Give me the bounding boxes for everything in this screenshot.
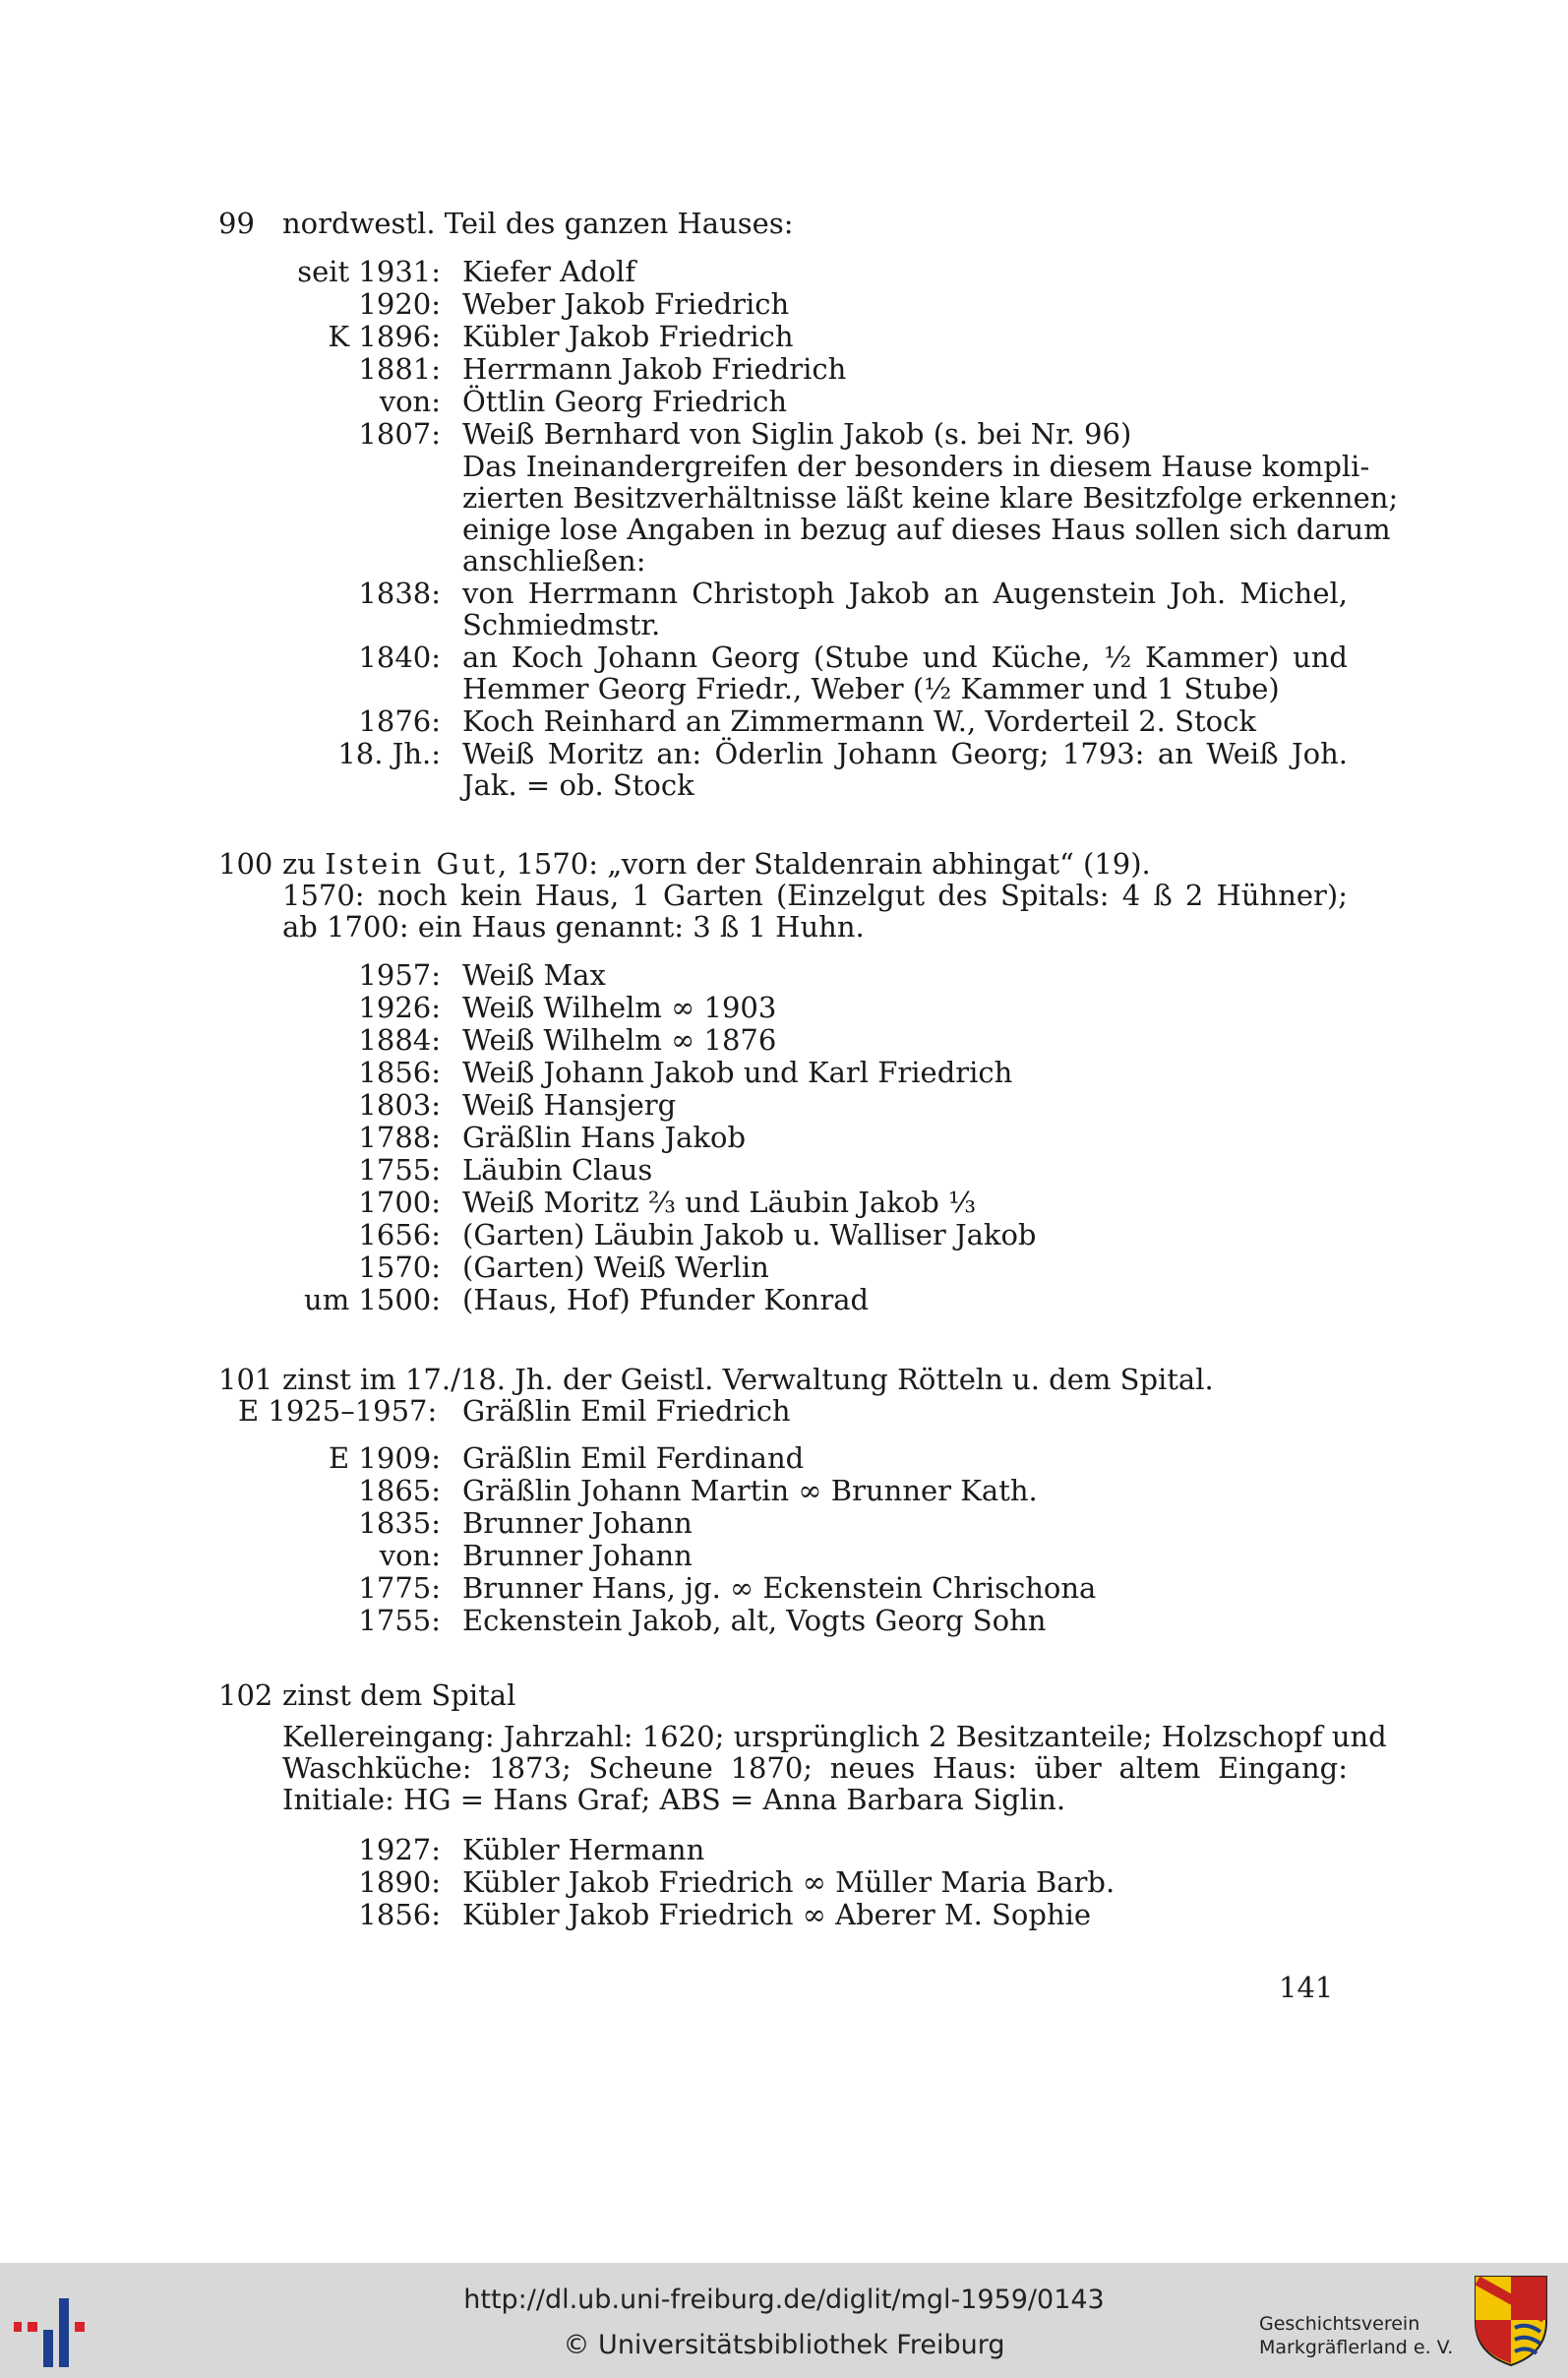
owner-date: 1920: xyxy=(358,287,441,321)
owner-name: Kübler Jakob Friedrich ∞ Aberer M. Sophie xyxy=(462,1898,1092,1931)
owner-name: Weiß Moritz ⅔ und Läubin Jakob ⅓ xyxy=(462,1186,977,1219)
owner-row xyxy=(0,1898,1568,1931)
note-text: Das Ineinandergreifen der besonders in diesem Hause kompli- xyxy=(462,450,1370,483)
note-line xyxy=(0,513,1568,546)
owner-date: 1957: xyxy=(358,958,441,992)
owner-name: von Herrmann Christoph Jakob an Augenstein Joh. Michel, xyxy=(462,577,1348,610)
entry-100-heading xyxy=(0,847,1568,881)
owner-row xyxy=(0,1394,1568,1428)
owner-date: 1755: xyxy=(358,1604,441,1637)
entry-heading: zinst dem Spital xyxy=(282,1678,516,1712)
owner-row xyxy=(0,958,1568,992)
owner-name: an Koch Johann Georg (Stube und Küche, ½ Kammer) und xyxy=(462,640,1348,674)
owner-date: 1890: xyxy=(358,1865,441,1899)
owner-name: Kiefer Adolf xyxy=(462,255,636,288)
note-line xyxy=(0,768,1568,802)
owner-date: 1865: xyxy=(358,1474,441,1507)
note-line xyxy=(0,1751,1568,1785)
owner-name: Gräßlin Johann Martin ∞ Brunner Kath. xyxy=(462,1474,1038,1507)
owner-row xyxy=(0,255,1568,288)
owner-row xyxy=(0,1506,1568,1540)
owner-date: E 1909: xyxy=(329,1441,441,1475)
owner-date: 1803: xyxy=(358,1088,441,1122)
owner-name: Brunner Hans, jg. ∞ Eckenstein Chrischona xyxy=(462,1571,1097,1605)
note-text: zierten Besitzverhältnisse läßt keine klare Besitzfolge erkennen; xyxy=(462,481,1399,515)
owner-row xyxy=(0,1283,1568,1316)
note-line xyxy=(0,544,1568,578)
owner-name: Läubin Claus xyxy=(462,1153,653,1187)
owner-name: Eckenstein Jakob, alt, Vogts Georg Sohn xyxy=(462,1604,1047,1637)
owner-date: seit 1931: xyxy=(297,255,441,288)
owner-row xyxy=(0,1539,1568,1572)
society-name-line2: Markgräflerland e. V. xyxy=(1259,2337,1454,2358)
heading-prefix: zu xyxy=(282,847,316,881)
owner-date: 1840: xyxy=(358,640,441,674)
society-name xyxy=(1259,2312,1453,2359)
note-line xyxy=(0,608,1568,641)
owner-row xyxy=(0,287,1568,321)
owner-date: 1926: xyxy=(358,991,441,1024)
owner-name: Weiß Max xyxy=(462,958,606,992)
owner-date: 1876: xyxy=(358,704,441,738)
owner-row xyxy=(0,1250,1568,1284)
note-line xyxy=(0,879,1568,912)
society-name-line1: Geschichtsverein xyxy=(1259,2313,1420,2335)
owner-name: (Haus, Hof) Pfunder Konrad xyxy=(462,1283,870,1316)
owner-date: 1656: xyxy=(358,1218,441,1251)
owner-date: 1788: xyxy=(358,1121,441,1154)
owner-row xyxy=(0,1833,1568,1866)
entry-number: 102 xyxy=(218,1678,273,1712)
owner-row xyxy=(0,1571,1568,1605)
owner-name: Weiß Hansjerg xyxy=(462,1088,677,1122)
entry-number: 99 xyxy=(218,207,255,240)
entry-heading: zinst im 17./18. Jh. der Geistl. Verwaltung Rötteln u. dem Spital. xyxy=(282,1363,1214,1396)
document-url[interactable]: http://dl.ub.uni-freiburg.de/diglit/mgl-1959/0143 xyxy=(463,2285,1105,2315)
owner-date: E 1925–1957: xyxy=(238,1394,438,1428)
owner-row xyxy=(0,1441,1568,1475)
owner-date: 1856: xyxy=(358,1898,441,1931)
owner-name: Weber Jakob Friedrich xyxy=(462,287,790,321)
note-text: Kellereingang: Jahrzahl: 1620; ursprünglich 2 Besitzanteile; Holzschopf und xyxy=(282,1720,1387,1753)
owner-name: Brunner Johann xyxy=(462,1506,693,1540)
note-line xyxy=(0,672,1568,705)
note-line xyxy=(0,450,1568,483)
owner-row xyxy=(0,1865,1568,1899)
owner-row xyxy=(0,417,1568,451)
owner-date: 1807: xyxy=(358,417,441,451)
owner-name: Brunner Johann xyxy=(462,1539,693,1572)
note-text: Jak. = ob. Stock xyxy=(462,768,694,802)
owner-date: 1700: xyxy=(358,1186,441,1219)
owner-row xyxy=(0,1121,1568,1154)
owner-name: Kübler Jakob Friedrich xyxy=(462,320,794,353)
entry-number: 101 xyxy=(218,1363,273,1396)
owner-date: 1838: xyxy=(358,577,441,610)
owner-row xyxy=(0,320,1568,353)
owner-date: 1755: xyxy=(358,1153,441,1187)
owner-row xyxy=(0,1023,1568,1057)
owner-name: Weiß Wilhelm ∞ 1876 xyxy=(462,1023,777,1057)
owner-date: 1884: xyxy=(358,1023,441,1057)
note-line xyxy=(0,1783,1568,1816)
coat-of-arms-icon xyxy=(1472,2273,1550,2367)
page-number: 141 xyxy=(1279,1971,1334,2004)
owner-row xyxy=(0,704,1568,738)
note-text: ab 1700: ein Haus genannt: 3 ß 1 Huhn. xyxy=(282,910,865,944)
note-text: anschließen: xyxy=(462,544,646,578)
note-text: Hemmer Georg Friedr., Weber (½ Kammer und 1 Stube) xyxy=(462,672,1280,705)
owner-date: 1927: xyxy=(358,1833,441,1866)
owner-date: von: xyxy=(379,385,441,418)
owner-row xyxy=(0,1088,1568,1122)
note-text: Initiale: HG = Hans Graf; ABS = Anna Barbara Siglin. xyxy=(282,1783,1066,1816)
owner-date: 1881: xyxy=(358,352,441,386)
note-text: einige lose Angaben in bezug auf dieses Haus sollen sich darum xyxy=(462,513,1391,546)
owner-row xyxy=(0,1186,1568,1219)
owner-row xyxy=(0,1056,1568,1089)
note-text: 1570: noch kein Haus, 1 Garten (Einzelgut des Spitals: 4 ß 2 Hühner); xyxy=(282,879,1348,912)
owner-name: Gräßlin Hans Jakob xyxy=(462,1121,747,1154)
owner-row xyxy=(0,1604,1568,1637)
owner-row xyxy=(0,385,1568,418)
owner-date: 1835: xyxy=(358,1506,441,1540)
heading-place: Istein Gut xyxy=(325,847,499,881)
owner-date: 1570: xyxy=(358,1250,441,1284)
owner-name: (Garten) Weiß Werlin xyxy=(462,1250,769,1284)
owner-date: 1775: xyxy=(358,1571,441,1605)
owner-name: Herrmann Jakob Friedrich xyxy=(462,352,847,386)
owner-name: Weiß Bernhard von Siglin Jakob (s. bei Nr. 96) xyxy=(462,417,1132,451)
owner-name: Weiß Johann Jakob und Karl Friedrich xyxy=(462,1056,1013,1089)
note-line xyxy=(0,481,1568,515)
owner-name: Öttlin Georg Friedrich xyxy=(462,385,788,418)
owner-name: Weiß Moritz an: Öderlin Johann Georg; 1793: an Weiß Joh. xyxy=(462,737,1348,770)
owner-name: Kübler Jakob Friedrich ∞ Müller Maria Barb. xyxy=(462,1865,1116,1899)
owner-row xyxy=(0,1474,1568,1507)
owner-row xyxy=(0,1218,1568,1251)
note-text: Waschküche: 1873; Scheune 1870; neues Haus: über altem Eingang: xyxy=(282,1751,1348,1785)
owner-date: von: xyxy=(379,1539,441,1572)
entry-101-heading xyxy=(0,1363,1568,1396)
owner-date: um 1500: xyxy=(304,1283,441,1316)
owner-name: Gräßlin Emil Friedrich xyxy=(462,1394,791,1428)
footer-bar xyxy=(0,2263,1568,2378)
entry-102-heading xyxy=(0,1678,1568,1712)
entry-heading xyxy=(282,847,1151,881)
owner-name: Gräßlin Emil Ferdinand xyxy=(462,1441,805,1475)
note-line xyxy=(0,910,1568,944)
entry-number: 100 xyxy=(218,847,273,881)
owner-name: Kübler Hermann xyxy=(462,1833,705,1866)
entry-99-heading xyxy=(0,207,1568,240)
owner-row xyxy=(0,991,1568,1024)
copyright-notice: © Universitätsbibliothek Freiburg xyxy=(563,2330,1005,2360)
owner-name: Koch Reinhard an Zimmermann W., Vorderteil 2. Stock xyxy=(462,704,1256,738)
note-line xyxy=(0,1720,1568,1753)
entry-heading: nordwestl. Teil des ganzen Hauses: xyxy=(282,207,794,240)
owner-row xyxy=(0,1153,1568,1187)
owner-date: 18. Jh.: xyxy=(337,737,441,770)
owner-row xyxy=(0,640,1568,674)
note-text: Schmiedmstr. xyxy=(462,608,661,641)
owner-date: 1856: xyxy=(358,1056,441,1089)
owner-row xyxy=(0,737,1568,770)
owner-name: Weiß Wilhelm ∞ 1903 xyxy=(462,991,777,1024)
owner-date: K 1896: xyxy=(328,320,441,353)
owner-row xyxy=(0,577,1568,610)
heading-rest: , 1570: „vorn der Staldenrain abhingat“ (19). xyxy=(498,847,1151,881)
owner-row xyxy=(0,352,1568,386)
owner-name: (Garten) Läubin Jakob u. Walliser Jakob xyxy=(462,1218,1037,1251)
